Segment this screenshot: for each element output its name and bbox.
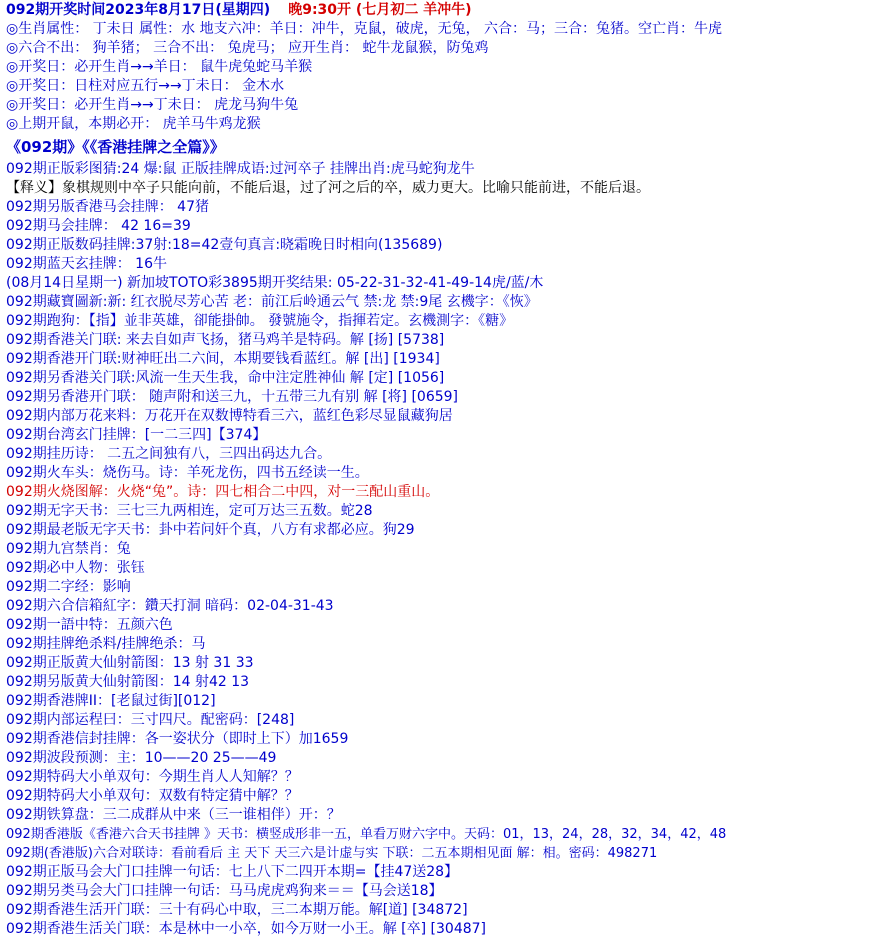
circle-marker-icon: ◎ <box>6 97 19 113</box>
content-text-tema-2: 092期特码大小单双句：双数有特定猜中解？？ <box>6 788 299 804</box>
header-draw-time: 晚9:30开 (七月初二 羊冲牛) <box>288 2 472 18</box>
info-row-shangqi <box>0 115 890 134</box>
content-text-caitu: 092期正版彩图猜:24 爆:鼠 正版挂牌成语:过河卒子 挂牌出肖:虎马蛇狗龙牛 <box>6 161 475 177</box>
content-row-liuhe-tianshu <box>0 825 890 844</box>
content-row-bizhong <box>0 559 890 578</box>
content-text-lingban-xg: 092期另版香港马会挂牌： 47猪 <box>6 199 209 215</box>
content-row-caitu <box>0 160 890 179</box>
content-text-huangdaxian-1: 092期正版黄大仙射箭图：13 射 31 33 <box>6 655 254 671</box>
page-title: 《092期》《《香港挂牌之全篇》》 <box>6 138 225 156</box>
content-text-toto: (08月14日星期一) 新加坡TOTO彩3895期开奖结果: 05-22-31-32-41-49-14虎/蓝/木 <box>6 275 544 291</box>
content-row-tiesuanpan <box>0 806 890 825</box>
content-row-cangbao <box>0 293 890 312</box>
info-text-liuhe-buchu: 六合不出： 狗羊猪； 三合不出： 兔虎马； 应开生肖： 蛇牛龙鼠猴，防兔鸡 <box>18 40 489 56</box>
content-text-huangdaxian-2: 092期另版黄大仙射箭图：14 射42 13 <box>6 674 250 690</box>
content-text-xgpai-2: 092期香港牌II：[老鼠过街][012] <box>6 693 216 709</box>
content-row-liuhe-xinxiang <box>0 597 890 616</box>
content-row-kaimen-lian <box>0 350 890 369</box>
info-row-liuhe-buchu <box>0 39 890 58</box>
content-row-huochetou <box>0 464 890 483</box>
content-row-shenghuo-1 <box>0 901 890 920</box>
content-text-liuhe-xinxiang: 092期六合信箱紅字：鑽天打洞 暗码：02-04-31-43 <box>6 598 334 614</box>
circle-marker-icon: ◎ <box>6 40 19 56</box>
content-row-shuma <box>0 236 890 255</box>
info-text-kaijiangri-3: 开奖日：必开生肖→→丁未日： 虎龙马狗牛兔 <box>18 97 299 113</box>
content-row-toto <box>0 274 890 293</box>
content-row-yiyu <box>0 616 890 635</box>
content-text-huoshao: 092期火烧图解：火烧“兔”。诗：四七相合二中四，对一三配山重山。 <box>6 484 440 500</box>
header-line <box>0 0 890 20</box>
content-text-tiesuanpan: 092期铁算盘：三二成群从中来（三一谁相伴）开：？ <box>6 807 341 823</box>
circle-marker-icon: ◎ <box>6 116 19 132</box>
content-text-boduan: 092期波段预测：主：10——20 25——49 <box>6 750 277 766</box>
content-text-lingban-kaimen: 092期另香港开门联： 随声附和送三九，十五带三九有别 解 [将] [0659] <box>6 389 458 405</box>
content-text-yiyu: 092期一語中特：五颜六色 <box>6 617 173 633</box>
content-text-xgban: 092期(香港版)六合对联诗：看前看后 主 天下 天三六是计虚与实 下联：二五本期相见面 解：相。密码：498271 <box>6 846 658 861</box>
content-row-xinfeng <box>0 730 890 749</box>
content-row-huangdaxian-1 <box>0 654 890 673</box>
info-text-kaijiangri-1: 开奖日：必开生肖→→羊日： 鼠牛虎兔蛇马羊猴 <box>18 59 313 75</box>
content-text-wuzi-tianshu: 092期无字天书：三七三九两相连，定可万达三五数。蛇28 <box>6 503 373 519</box>
content-row-xgban <box>0 844 890 863</box>
content-row-huoshao <box>0 483 890 502</box>
content-text-bizhong: 092期必中人物：张钰 <box>6 560 145 576</box>
content-row-taiwan <box>0 426 890 445</box>
content-row-erzijing <box>0 578 890 597</box>
content-row-shiyi <box>0 179 890 198</box>
content-row-mahui-damenkou-1 <box>0 863 890 882</box>
content-row-gualishi <box>0 445 890 464</box>
content-row-boduan <box>0 749 890 768</box>
content-row-lingban-guanmen <box>0 369 890 388</box>
info-text-kaijiangri-2: 开奖日：日柱对应五行→→丁未日： 金木水 <box>18 78 285 94</box>
content-text-mahui: 092期马会挂牌： 42 16=39 <box>6 218 191 234</box>
content-text-jiugong: 092期九宫禁肖：兔 <box>6 541 131 557</box>
content-text-kaimen-lian: 092期香港开门联:财神旺出二六间，本期要钱看蓝红。解 [出] [1934] <box>6 351 440 367</box>
circle-marker-icon: ◎ <box>6 78 19 94</box>
info-row-kaijiangri-1 <box>0 58 890 77</box>
content-row-tema-1 <box>0 768 890 787</box>
content-text-shenghuo-2: 092期香港生活关门联：本是林中一小卒，如今万财一小王。解 [卒] [30487] <box>6 921 487 937</box>
content-text-guanmen-lian: 092期香港关门联: 来去自如声飞扬，猪马鸡羊是特码。解 [扬] [5738] <box>6 332 445 348</box>
content-text-lanwu: 092期蓝天玄挂牌： 16牛 <box>6 256 167 272</box>
content-row-shenghuo-2 <box>0 920 890 939</box>
content-row-tema-2 <box>0 787 890 806</box>
content-row-zuilaoban <box>0 521 890 540</box>
content-text-shenghuo-1: 092期香港生活开门联：三十有码心中取，三二本期万能。解[道] [34872] <box>6 902 468 918</box>
content-text-taiwan: 092期台湾玄门挂牌：[一二三四]【374】 <box>6 427 267 443</box>
content-row-guanmen-lian <box>0 331 890 350</box>
content-text-huochetou: 092期火车头：烧伤马。诗：羊死龙伤，四书五经读一生。 <box>6 465 369 481</box>
content-text-guapai-shaliao: 092期挂牌绝杀料/挂牌绝杀：马 <box>6 636 206 652</box>
content-row-guapai-shaliao <box>0 635 890 654</box>
content-text-gualishi: 092期挂历诗： 二五之间独有八，三四出码达九合。 <box>6 446 332 462</box>
circle-marker-icon: ◎ <box>6 21 19 37</box>
info-row-kaijiangri-3 <box>0 96 890 115</box>
content-row-mahui <box>0 217 890 236</box>
content-row-mahui-damenkou-2 <box>0 882 890 901</box>
circle-marker-icon: ◎ <box>6 59 19 75</box>
info-row-shengxiao <box>0 20 890 39</box>
info-text-shengxiao: 生肖属性： 丁未日 属性：水 地支六冲：羊日：冲牛，克鼠，破虎，无兔， 六合：马；三合：兔猪。空亡肖：牛虎 <box>18 21 723 37</box>
info-text-shangqi: 上期开鼠，本期必开： 虎羊马牛鸡龙猴 <box>18 116 261 132</box>
content-text-shiyi: 【释义】象棋规则中卒子只能向前，不能后退，过了河之后的卒，威力更大。比喻只能前进，不能后退。 <box>6 180 650 196</box>
content-row-wuzi-tianshu <box>0 502 890 521</box>
content-text-mahui-damenkou-1: 092期正版马会大门口挂牌一句话：七上八下二四开本期=【挂47送28】 <box>6 864 459 880</box>
info-row-kaijiangri-2 <box>0 77 890 96</box>
content-text-zuilaoban: 092期最老版无字天书：卦中若问奸个真，八方有求都必应。狗29 <box>6 522 415 538</box>
content-row-lingban-kaimen <box>0 388 890 407</box>
content-row-paogou <box>0 312 890 331</box>
content-row-jiugong <box>0 540 890 559</box>
content-row-lanwu <box>0 255 890 274</box>
content-text-mahui-damenkou-2: 092期另类马会大门口挂牌一句话：马马虎虎鸡狗来＝＝【马会送18】 <box>6 883 443 899</box>
content-text-cangbao: 092期藏寶圖新:新: 红衣脱尽芳心苦 老：前江后岭通云气 禁:龙 禁:9尾 玄機字：《恢》 <box>6 294 538 310</box>
content-row-neibu <box>0 407 890 426</box>
content-text-tema-1: 092期特码大小单双句：今期生肖人人知解？？ <box>6 769 299 785</box>
content-text-xinfeng: 092期香港信封挂牌：各一姿状分（即时上下）加1659 <box>6 731 349 747</box>
content-text-neibu: 092期内部万花来料：万花开在双数博特看三六，蓝红色彩尽显鼠藏狗居 <box>6 408 453 424</box>
content-text-yuncheng: 092期内部运程曰：三寸四尺。配密码：[248] <box>6 712 295 728</box>
content-row-lingban-xg <box>0 198 890 217</box>
content-row-yuncheng <box>0 711 890 730</box>
header-period-time: 092期开奖时间2023年8月17日(星期四) <box>6 2 271 18</box>
content-text-erzijing: 092期二字经：影响 <box>6 579 131 595</box>
content-text-paogou: 092期跑狗：【指】並非英雄，卻能掛帥。 發號施令，指揮若定。玄機測字：《糖》 <box>6 313 514 329</box>
content-text-shuma: 092期正版数码挂牌:37射:18=42壹句真言:晓霜晚日时相向(135689) <box>6 237 443 253</box>
content-text-lingban-guanmen: 092期另香港关门联:风流一生天生我，命中注定胜神仙 解 [定] [1056] <box>6 370 445 386</box>
content-text-liuhe-tianshu: 092期香港版《香港六合天书挂牌 》天书：横竖成形非一五，单看万财六字中。天码：01，13，24，28，32，34，42，48 <box>6 827 727 842</box>
content-row-huangdaxian-2 <box>0 673 890 692</box>
content-row-xgpai-2 <box>0 692 890 711</box>
